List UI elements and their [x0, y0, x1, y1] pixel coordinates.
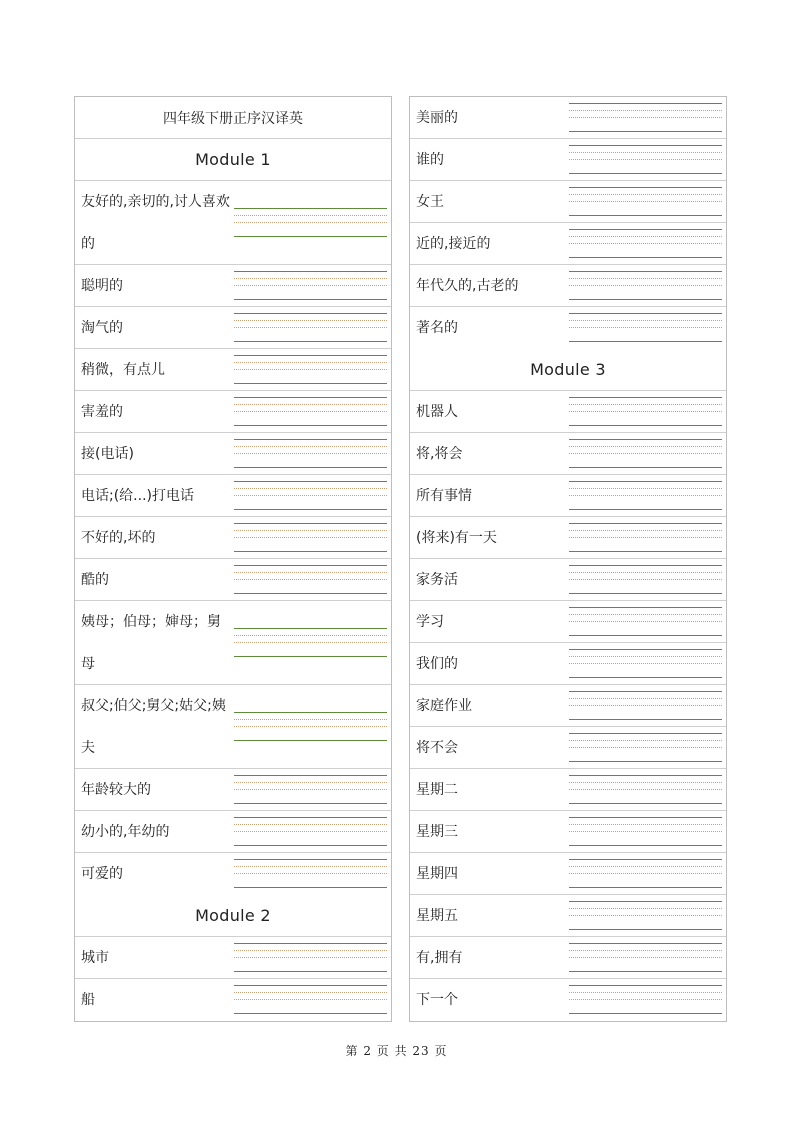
guide-line-solid [569, 845, 722, 846]
guide-line-solid [234, 656, 387, 657]
guide-line-solid [569, 733, 722, 734]
vocab-row [410, 223, 726, 265]
chinese-word: 电话;(给...)打电话 [81, 487, 194, 504]
vocab-row [75, 517, 391, 559]
guide-line-solid [569, 803, 722, 804]
guide-line-solid [234, 341, 387, 342]
guide-line-solid [234, 523, 387, 524]
guide-line-solid [569, 187, 722, 188]
writing-lines[interactable] [234, 439, 387, 468]
guide-line-solid [234, 397, 387, 398]
guide-line-dotted [569, 110, 722, 111]
guide-line-solid [234, 271, 387, 272]
guide-line-dotted [569, 404, 722, 405]
vocab-row [75, 475, 391, 517]
guide-line-solid [234, 313, 387, 314]
guide-line-solid [569, 397, 722, 398]
guide-line-solid [234, 817, 387, 818]
vocab-row [410, 97, 726, 139]
guide-line-dotted [569, 446, 722, 447]
vocab-row [410, 391, 726, 433]
guide-line-solid [569, 775, 722, 776]
guide-line-dotted [569, 453, 722, 454]
vocab-row [410, 895, 726, 937]
guide-line-solid [569, 649, 722, 650]
guide-line-dotted [569, 495, 722, 496]
chinese-word: 可爱的 [81, 866, 123, 882]
writing-lines[interactable] [569, 607, 722, 636]
guide-line-solid [234, 943, 387, 944]
guide-line-solid [569, 103, 722, 104]
guide-line-dotted [569, 782, 722, 783]
writing-lines[interactable] [569, 229, 722, 258]
chinese-word: 机器人 [416, 403, 458, 420]
guide-line-dotted [234, 411, 387, 412]
guide-line-solid [569, 593, 722, 594]
vocab-row [75, 685, 391, 769]
guide-line-solid [234, 775, 387, 776]
guide-line-dotted [569, 621, 722, 622]
guide-line-solid [234, 481, 387, 482]
guide-line-dotted [234, 285, 387, 286]
guide-line-solid [569, 341, 722, 342]
vocab-row [75, 601, 391, 685]
guide-line-dotted [234, 572, 387, 573]
guide-line-dotted [569, 663, 722, 664]
guide-line-solid [234, 740, 387, 741]
guide-line-dotted [234, 537, 387, 538]
guide-line-solid [569, 467, 722, 468]
writing-lines[interactable] [569, 523, 722, 552]
guide-line-dotted [569, 747, 722, 748]
chinese-word: 将不会 [416, 739, 458, 756]
module-2-word-list-continued [410, 97, 726, 349]
guide-line-dotted [569, 117, 722, 118]
guide-line-dotted [234, 999, 387, 1000]
chinese-word: 友好的,亲切的,讨人喜欢的 [81, 194, 230, 252]
writing-lines[interactable] [569, 481, 722, 510]
chinese-word: 下一个 [416, 992, 458, 1008]
guide-line-dotted [234, 453, 387, 454]
guide-line-solid [234, 299, 387, 300]
writing-lines[interactable] [234, 313, 387, 342]
guide-line-dotted [234, 222, 387, 223]
guide-line-solid [234, 425, 387, 426]
guide-line-solid [569, 257, 722, 258]
guide-line-dotted [234, 992, 387, 993]
guide-line-solid [569, 859, 722, 860]
chinese-word: 女王 [416, 193, 444, 210]
chinese-word: 学习 [416, 613, 444, 630]
writing-lines[interactable] [569, 649, 722, 678]
vocab-row [410, 475, 726, 517]
guide-line-dotted [234, 320, 387, 321]
guide-line-solid [569, 551, 722, 552]
guide-line-dotted [234, 635, 387, 636]
guide-line-dotted [569, 327, 722, 328]
guide-line-solid [569, 271, 722, 272]
guide-line-solid [569, 985, 722, 986]
chinese-word: 聪明的 [81, 277, 123, 294]
writing-lines[interactable] [569, 817, 722, 846]
guide-line-dotted [569, 537, 722, 538]
guide-line-dotted [569, 705, 722, 706]
guide-line-solid [234, 467, 387, 468]
guide-line-dotted [569, 411, 722, 412]
guide-line-dotted [234, 369, 387, 370]
page-number-footer: 第 2 页 共 23 页 [345, 1044, 448, 1058]
chinese-word: 星期五 [416, 907, 458, 924]
chinese-word: 接(电话) [81, 445, 134, 462]
guide-line-solid [569, 229, 722, 230]
guide-line-dotted [569, 530, 722, 531]
guide-line-solid [234, 236, 387, 237]
vocab-row [410, 601, 726, 643]
vocab-row [410, 769, 726, 811]
guide-line-dotted [569, 873, 722, 874]
chinese-word: 美丽的 [416, 109, 458, 126]
writing-lines[interactable] [569, 439, 722, 468]
writing-lines[interactable] [569, 733, 722, 762]
guide-line-solid [569, 817, 722, 818]
chinese-word: 星期三 [416, 823, 458, 840]
writing-lines[interactable] [569, 565, 722, 594]
module-heading: Module 3 [410, 349, 726, 391]
chinese-word: 有,拥有 [416, 949, 463, 966]
right-word-table [409, 96, 727, 1022]
writing-lines[interactable] [234, 565, 387, 594]
guide-line-solid [569, 313, 722, 314]
chinese-word: 城市 [81, 949, 109, 966]
chinese-word: 淘气的 [81, 319, 123, 336]
guide-line-dotted [569, 789, 722, 790]
writing-lines[interactable] [234, 775, 387, 804]
guide-line-solid [234, 712, 387, 713]
vocab-row [410, 685, 726, 727]
guide-line-dotted [234, 957, 387, 958]
vocab-row [410, 181, 726, 223]
guide-line-solid [234, 1013, 387, 1014]
guide-line-dotted [569, 278, 722, 279]
module-3-word-list [410, 391, 726, 1021]
writing-lines[interactable] [234, 523, 387, 552]
writing-lines[interactable] [234, 985, 387, 1014]
guide-line-dotted [234, 866, 387, 867]
writing-lines[interactable] [569, 103, 722, 132]
writing-lines[interactable] [569, 691, 722, 720]
chinese-word: 星期四 [416, 865, 458, 882]
chinese-word: 年龄较大的 [81, 781, 151, 798]
vocab-row [410, 853, 726, 895]
writing-lines[interactable] [569, 859, 722, 888]
chinese-word: 船 [81, 992, 95, 1008]
vocab-row [75, 811, 391, 853]
vocab-row [75, 181, 391, 265]
module-heading: Module 2 [75, 895, 391, 937]
writing-lines[interactable] [234, 208, 387, 237]
guide-line-solid [569, 523, 722, 524]
guide-line-dotted [234, 495, 387, 496]
guide-line-solid [234, 985, 387, 986]
guide-line-solid [234, 971, 387, 972]
guide-line-dotted [569, 285, 722, 286]
guide-line-solid [569, 145, 722, 146]
vocab-row [410, 811, 726, 853]
vocab-row [75, 853, 391, 895]
guide-line-dotted [234, 789, 387, 790]
chinese-word: 姨母；伯母；婶母；舅母 [81, 614, 221, 672]
guide-line-dotted [569, 656, 722, 657]
guide-line-dotted [234, 726, 387, 727]
writing-lines[interactable] [234, 943, 387, 972]
guide-line-dotted [569, 194, 722, 195]
guide-line-solid [569, 929, 722, 930]
guide-line-solid [569, 887, 722, 888]
guide-line-solid [234, 509, 387, 510]
guide-line-solid [569, 439, 722, 440]
writing-lines[interactable] [569, 985, 722, 1014]
vocab-row [410, 559, 726, 601]
guide-line-solid [569, 607, 722, 608]
guide-line-dotted [569, 908, 722, 909]
chinese-word: 家庭作业 [416, 697, 472, 714]
guide-line-dotted [234, 782, 387, 783]
vocab-row [410, 433, 726, 475]
guide-line-dotted [569, 866, 722, 867]
guide-line-solid [569, 677, 722, 678]
chinese-word: 酷的 [81, 571, 109, 588]
writing-lines[interactable] [234, 712, 387, 741]
guide-line-dotted [234, 215, 387, 216]
guide-line-dotted [569, 488, 722, 489]
vocab-row [75, 391, 391, 433]
guide-line-dotted [569, 579, 722, 580]
chinese-word: 所有事情 [416, 487, 472, 504]
vocab-row [75, 349, 391, 391]
chinese-word: 我们的 [416, 655, 458, 672]
chinese-word: 稍微，有点儿 [81, 361, 165, 378]
vocab-row [75, 307, 391, 349]
writing-lines[interactable] [569, 775, 722, 804]
guide-line-solid [569, 761, 722, 762]
vocab-row [410, 643, 726, 685]
vocab-row [410, 727, 726, 769]
writing-lines[interactable] [569, 187, 722, 216]
guide-line-dotted [234, 446, 387, 447]
writing-lines[interactable] [234, 817, 387, 846]
guide-line-solid [234, 593, 387, 594]
guide-line-dotted [569, 320, 722, 321]
vocab-row [410, 979, 726, 1021]
writing-lines[interactable] [234, 481, 387, 510]
guide-line-solid [234, 565, 387, 566]
guide-line-solid [234, 887, 387, 888]
guide-line-dotted [234, 579, 387, 580]
chinese-word: 家务活 [416, 571, 458, 588]
chinese-word: 害羞的 [81, 403, 123, 420]
chinese-word: 近的,接近的 [416, 235, 491, 252]
guide-line-dotted [234, 950, 387, 951]
guide-line-solid [234, 439, 387, 440]
guide-line-solid [569, 425, 722, 426]
guide-line-solid [569, 719, 722, 720]
chinese-word: 幼小的,年幼的 [81, 823, 170, 840]
guide-line-dotted [234, 824, 387, 825]
guide-line-dotted [234, 719, 387, 720]
chinese-word: 著名的 [416, 320, 458, 336]
writing-lines[interactable] [569, 943, 722, 972]
left-word-table [74, 96, 392, 1022]
vocab-row [75, 433, 391, 475]
writing-lines[interactable] [234, 271, 387, 300]
module-heading: Module 1 [75, 139, 391, 181]
guide-line-dotted [234, 327, 387, 328]
writing-lines[interactable] [569, 397, 722, 426]
writing-lines[interactable] [234, 628, 387, 657]
guide-line-dotted [234, 278, 387, 279]
guide-line-solid [569, 943, 722, 944]
guide-line-dotted [234, 488, 387, 489]
guide-line-dotted [234, 362, 387, 363]
guide-line-dotted [569, 159, 722, 160]
guide-line-solid [569, 481, 722, 482]
guide-line-dotted [569, 243, 722, 244]
writing-lines[interactable] [569, 313, 722, 342]
guide-line-dotted [234, 642, 387, 643]
guide-line-solid [569, 509, 722, 510]
chinese-word: 不好的,坏的 [81, 529, 156, 546]
chinese-word: (将来)有一天 [416, 529, 497, 546]
guide-line-dotted [569, 201, 722, 202]
chinese-word: 谁的 [416, 151, 444, 168]
guide-line-solid [569, 1013, 722, 1014]
guide-line-dotted [569, 740, 722, 741]
guide-line-solid [234, 845, 387, 846]
chinese-word: 将,将会 [416, 445, 463, 462]
guide-line-dotted [569, 957, 722, 958]
writing-lines[interactable] [569, 901, 722, 930]
guide-line-solid [569, 635, 722, 636]
guide-line-solid [234, 208, 387, 209]
guide-line-solid [234, 551, 387, 552]
chinese-word: 叔父;伯父;舅父;姑父;姨夫 [81, 698, 226, 756]
guide-line-solid [569, 173, 722, 174]
guide-line-solid [234, 859, 387, 860]
chinese-word: 星期二 [416, 781, 458, 798]
writing-lines[interactable] [234, 397, 387, 426]
module-2-word-list [75, 937, 391, 1021]
vocab-row [75, 937, 391, 979]
vocab-row [410, 265, 726, 307]
guide-line-dotted [234, 404, 387, 405]
guide-line-solid [234, 803, 387, 804]
guide-line-solid [569, 299, 722, 300]
vocab-row [75, 769, 391, 811]
guide-line-dotted [234, 530, 387, 531]
guide-line-solid [234, 355, 387, 356]
vocab-row [410, 307, 726, 349]
guide-line-dotted [569, 999, 722, 1000]
vocab-row [410, 517, 726, 559]
writing-lines[interactable] [234, 355, 387, 384]
vocab-row [75, 979, 391, 1021]
guide-line-dotted [234, 831, 387, 832]
guide-line-solid [569, 901, 722, 902]
writing-lines[interactable] [569, 145, 722, 174]
guide-line-dotted [234, 873, 387, 874]
guide-line-solid [569, 691, 722, 692]
writing-lines[interactable] [569, 271, 722, 300]
guide-line-dotted [569, 698, 722, 699]
guide-line-dotted [569, 950, 722, 951]
guide-line-solid [234, 383, 387, 384]
chinese-word: 年代久的,古老的 [416, 277, 519, 294]
vocab-row [75, 559, 391, 601]
guide-line-solid [569, 215, 722, 216]
guide-line-solid [569, 565, 722, 566]
guide-line-solid [569, 971, 722, 972]
guide-line-dotted [569, 824, 722, 825]
guide-line-dotted [569, 236, 722, 237]
vocab-row [75, 265, 391, 307]
guide-line-dotted [569, 572, 722, 573]
guide-line-dotted [569, 915, 722, 916]
guide-line-solid [234, 628, 387, 629]
guide-line-dotted [569, 831, 722, 832]
vocab-row [410, 937, 726, 979]
module-1-word-list [75, 181, 391, 895]
guide-line-dotted [569, 152, 722, 153]
writing-lines[interactable] [234, 859, 387, 888]
worksheet-title: 四年级下册正序汉译英 [75, 97, 391, 139]
guide-line-dotted [569, 992, 722, 993]
guide-line-solid [569, 131, 722, 132]
vocab-row [410, 139, 726, 181]
guide-line-dotted [569, 614, 722, 615]
